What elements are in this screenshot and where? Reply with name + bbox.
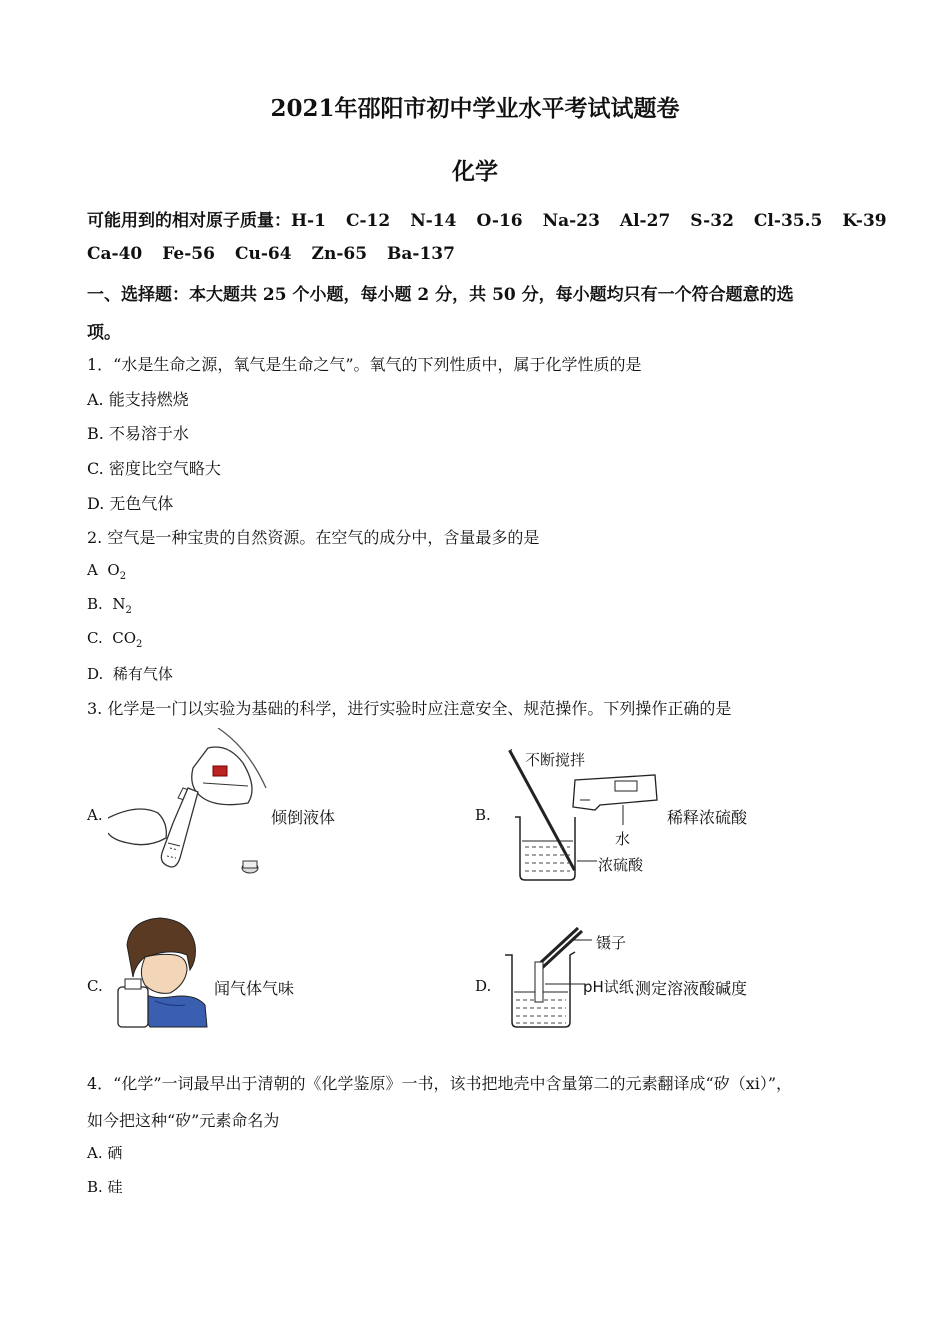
atomic-mass-label: 可能用到的相对原子质量： bbox=[87, 211, 291, 231]
q3-option-c-caption: 闻气体气味 bbox=[214, 979, 295, 998]
option-letter: A bbox=[87, 561, 98, 579]
mass-item: Fe-56 bbox=[162, 244, 215, 264]
pouring-liquid-figure bbox=[108, 728, 273, 883]
mass-item: Na-23 bbox=[542, 211, 600, 231]
q1-option-c: C. 密度比空气略大 bbox=[87, 459, 221, 478]
subject-title: 化学 bbox=[452, 158, 498, 185]
mass-item: Ba-137 bbox=[387, 244, 455, 264]
mass-item: Zn-65 bbox=[311, 244, 368, 264]
q3-option-a-caption: 倾倒液体 bbox=[271, 808, 336, 827]
section-heading-line2: 项。 bbox=[87, 323, 121, 343]
stir-label: 不断搅拌 bbox=[525, 751, 586, 769]
formula: CO bbox=[112, 629, 137, 647]
mass-item: N-14 bbox=[410, 211, 457, 231]
q1-option-a: A. 能支持燃烧 bbox=[87, 390, 189, 409]
conc-acid-label: 浓硫酸 bbox=[598, 856, 644, 874]
mass-item: K-39 bbox=[842, 211, 887, 231]
q4-stem-line2: 如今把这种“矽”元素命名为 bbox=[87, 1111, 280, 1130]
q2-option-b bbox=[87, 595, 132, 616]
mass-item: Ca-40 bbox=[87, 244, 143, 264]
formula-subscript: 2 bbox=[125, 605, 132, 616]
q4-option-a: A. 硒 bbox=[87, 1144, 123, 1162]
q3-option-b-letter: B. bbox=[475, 806, 491, 824]
mass-item: O-16 bbox=[476, 211, 523, 231]
ph-paper-label: pH试纸 bbox=[583, 978, 634, 996]
option-text: 稀有气体 bbox=[112, 665, 173, 683]
mass-item: C-12 bbox=[345, 211, 391, 231]
water-label: 水 bbox=[615, 830, 631, 848]
tweezers-label: 镊子 bbox=[596, 934, 627, 952]
mass-item: Al-27 bbox=[619, 211, 671, 231]
q3-option-c-letter: C. bbox=[87, 977, 103, 995]
option-letter: D. bbox=[87, 665, 104, 683]
mass-item: S-32 bbox=[690, 211, 734, 231]
q4-stem-line1: 4．“化学”一词最早出于清朝的《化学鉴原》一书，该书把地壳中含量第二的元素翻译成“矽（xi）”， bbox=[87, 1074, 793, 1093]
q1-stem: 1．“水是生命之源，氧气是生命之气”。氧气的下列性质中，属于化学性质的是 bbox=[87, 355, 642, 374]
atomic-mass-row1 bbox=[87, 206, 887, 231]
q2-stem: 2. 空气是一种宝贵的自然资源。在空气的成分中，含量最多的是 bbox=[87, 528, 540, 547]
q3-option-b-caption: 稀释浓硫酸 bbox=[667, 808, 748, 827]
option-letter: C. bbox=[87, 629, 103, 647]
q2-option-d bbox=[87, 663, 173, 684]
atomic-mass-row2 bbox=[87, 244, 475, 264]
smelling-gas-figure bbox=[115, 915, 210, 1030]
q2-option-c bbox=[87, 629, 142, 650]
formula-subscript: 2 bbox=[136, 639, 143, 650]
section-heading-line1: 一、选择题：本大题共 25 个小题，每小题 2 分，共 50 分，每小题均只有一个符合题意的选 bbox=[87, 285, 794, 305]
q4-option-b: B. 硅 bbox=[87, 1178, 123, 1196]
mass-item: H-1 bbox=[291, 211, 326, 231]
q3-stem: 3. 化学是一门以实验为基础的科学，进行实验时应注意安全、规范操作。下列操作正确的是 bbox=[87, 699, 732, 718]
option-letter: B. bbox=[87, 595, 103, 613]
q3-option-a-letter: A. bbox=[87, 806, 103, 824]
exam-title: 2021年邵阳市初中学业水平考试试题卷 bbox=[270, 95, 680, 122]
q3-option-d-letter: D. bbox=[475, 977, 492, 995]
q2-option-a bbox=[87, 561, 126, 582]
formula: N bbox=[112, 595, 126, 613]
q3-option-d-caption: 测定溶液酸碱度 bbox=[635, 979, 748, 998]
mass-item: Cl-35.5 bbox=[753, 211, 823, 231]
formula: O bbox=[107, 561, 120, 579]
q1-option-b: B. 不易溶于水 bbox=[87, 424, 189, 443]
q1-option-d: D. 无色气体 bbox=[87, 494, 174, 513]
formula-subscript: 2 bbox=[119, 571, 127, 582]
mass-item: Cu-64 bbox=[234, 244, 292, 264]
